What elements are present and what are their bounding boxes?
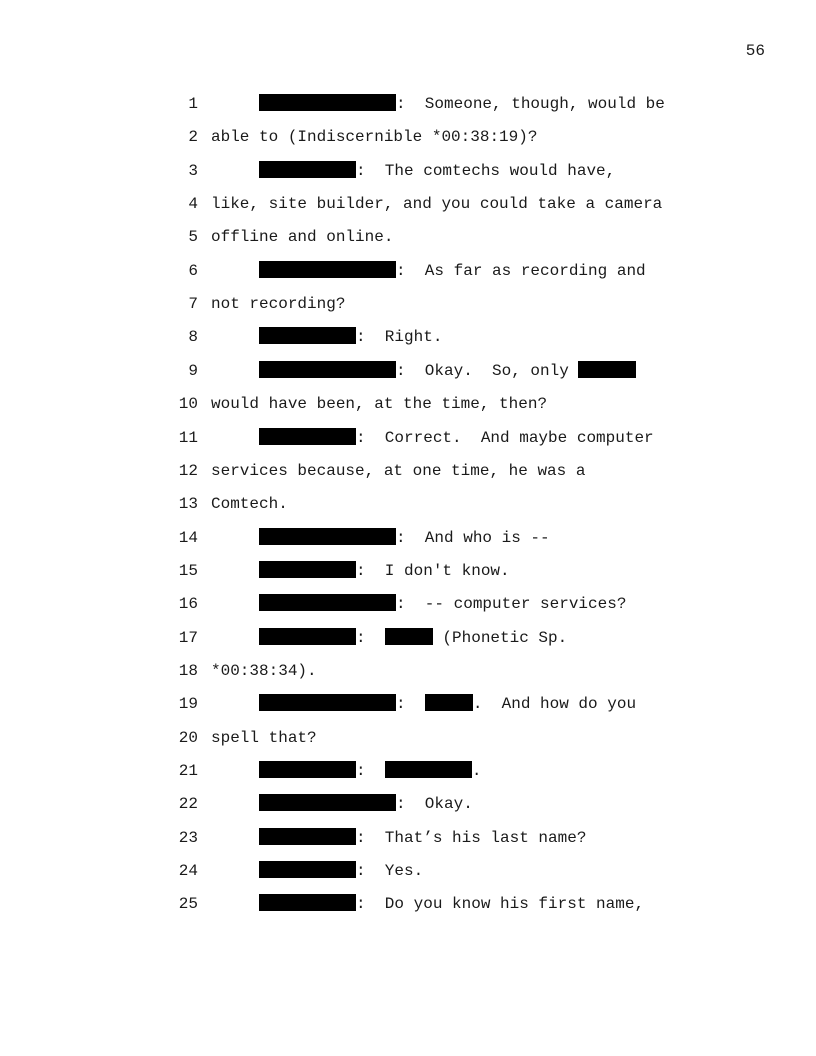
line-text: : I don't know.: [356, 561, 510, 580]
redaction-block: [259, 561, 356, 578]
line-content: [259, 792, 473, 816]
line-number: 4: [188, 195, 198, 214]
redaction-block: [259, 594, 396, 611]
line-number: 22: [178, 795, 198, 814]
redaction-block: [259, 428, 356, 445]
line-number: 24: [178, 862, 198, 881]
line-number: 21: [178, 762, 198, 780]
line-content: [211, 492, 288, 516]
line-text: : Okay. So, only: [396, 361, 579, 380]
line-content: [259, 592, 626, 616]
line-text: *00:38:34).: [211, 661, 317, 680]
line-content: [211, 225, 393, 249]
redaction-block: [259, 828, 356, 845]
line-number: 3: [188, 161, 198, 180]
transcript-line: [0, 792, 816, 816]
line-text: :: [356, 628, 385, 647]
line-content: [211, 125, 537, 149]
transcript-line: [0, 159, 816, 183]
redaction-block: [259, 528, 396, 545]
line-number: 7: [188, 295, 198, 314]
line-number: 13: [178, 495, 198, 514]
line-content: [211, 192, 662, 216]
transcript-line: [0, 259, 816, 283]
redaction-block: [259, 361, 396, 378]
redaction-block: [259, 894, 356, 911]
line-number: 6: [188, 261, 198, 280]
line-number: 23: [178, 828, 198, 847]
redaction-block: [578, 361, 636, 378]
redaction-block: [259, 628, 356, 645]
redaction-block: [259, 761, 356, 778]
line-text: able to (Indiscernible *00:38:19)?: [211, 128, 538, 147]
line-content: [259, 159, 615, 183]
line-text: : As far as recording and: [396, 261, 646, 280]
line-number: 10: [178, 395, 198, 414]
transcript-line: [0, 392, 816, 416]
redaction-block: [259, 694, 396, 711]
line-text: .: [471, 762, 482, 780]
line-content: [211, 726, 317, 750]
line-text: :: [396, 695, 425, 714]
line-number: 20: [178, 728, 198, 747]
redaction-block: [385, 628, 433, 645]
line-content: [259, 826, 586, 850]
line-number: 15: [178, 561, 198, 580]
page-number: 56: [745, 42, 765, 60]
line-number: 1: [188, 95, 198, 113]
redaction-block: [259, 161, 356, 178]
redaction-block: [259, 94, 396, 111]
line-number: 16: [178, 595, 198, 614]
line-number: 17: [178, 628, 198, 647]
transcript-line: [0, 892, 816, 916]
line-text: not recording?: [211, 295, 346, 314]
line-text: (Phonetic Sp.: [432, 628, 568, 647]
transcript-line: [0, 692, 816, 716]
transcript-line: [0, 659, 816, 683]
line-number: 5: [188, 228, 198, 247]
line-text: services because, at one time, he was a: [211, 461, 586, 480]
transcript-line: [0, 359, 816, 383]
line-text: : Correct. And maybe computer: [356, 428, 654, 447]
line-content: [259, 692, 636, 716]
line-number: 12: [178, 461, 198, 480]
transcript-line: [0, 759, 816, 783]
line-text: : The comtechs would have,: [356, 161, 616, 180]
redaction-block: [385, 761, 472, 778]
line-text: spell that?: [211, 728, 317, 747]
transcript-line: [0, 726, 816, 750]
line-content: [211, 459, 585, 483]
line-text: offline and online.: [211, 228, 394, 247]
line-content: [259, 859, 423, 883]
transcript-line: [0, 292, 816, 316]
line-text: Comtech.: [211, 495, 288, 514]
line-content: [211, 392, 547, 416]
transcript-line: [0, 192, 816, 216]
transcript-line: [0, 859, 816, 883]
line-content: [259, 526, 550, 550]
transcript-line: [0, 559, 816, 583]
line-text: like, site builder, and you could take a camera: [211, 195, 663, 214]
line-text: : Yes.: [356, 862, 424, 881]
transcript-line: [0, 225, 816, 249]
line-content: [259, 626, 567, 650]
line-text: :: [356, 762, 385, 780]
line-number: 19: [178, 695, 198, 714]
line-number: 2: [188, 128, 198, 147]
line-content: [259, 759, 481, 783]
transcript-line: [0, 526, 816, 550]
transcript-line: [0, 492, 816, 516]
transcript-line: [0, 426, 816, 450]
line-number: 8: [188, 328, 198, 347]
line-text: would have been, at the time, then?: [211, 395, 548, 414]
line-content: [259, 426, 654, 450]
line-content: [259, 259, 646, 283]
transcript-line: [0, 592, 816, 616]
line-content: [211, 659, 317, 683]
redaction-block: [259, 794, 396, 811]
line-text: : And who is --: [396, 528, 550, 547]
line-text: : Do you know his first name,: [356, 895, 645, 914]
line-number: 11: [178, 428, 198, 447]
line-content: [259, 359, 636, 383]
line-content: [211, 292, 345, 316]
transcript-line: [0, 459, 816, 483]
redaction-block: [259, 861, 356, 878]
line-number: 9: [188, 361, 198, 380]
transcript-line: [0, 92, 816, 116]
redaction-block: [259, 261, 396, 278]
line-text: : Right.: [356, 328, 443, 347]
line-text: : That’s his last name?: [356, 828, 587, 847]
line-content: [259, 559, 510, 583]
line-number: 18: [178, 661, 198, 680]
line-text: . And how do you: [472, 695, 637, 714]
redaction-block: [425, 694, 473, 711]
transcript-line: [0, 325, 816, 349]
redaction-block: [259, 327, 356, 344]
line-text: : Someone, though, would be: [396, 95, 665, 113]
line-number: 25: [178, 895, 198, 914]
transcript-line: [0, 125, 816, 149]
transcript-line: [0, 826, 816, 850]
line-number: 14: [178, 528, 198, 547]
transcript-line: [0, 626, 816, 650]
line-text: : -- computer services?: [396, 595, 627, 614]
line-content: [259, 92, 665, 116]
line-content: [259, 325, 442, 349]
line-content: [259, 892, 644, 916]
line-text: : Okay.: [396, 795, 473, 814]
